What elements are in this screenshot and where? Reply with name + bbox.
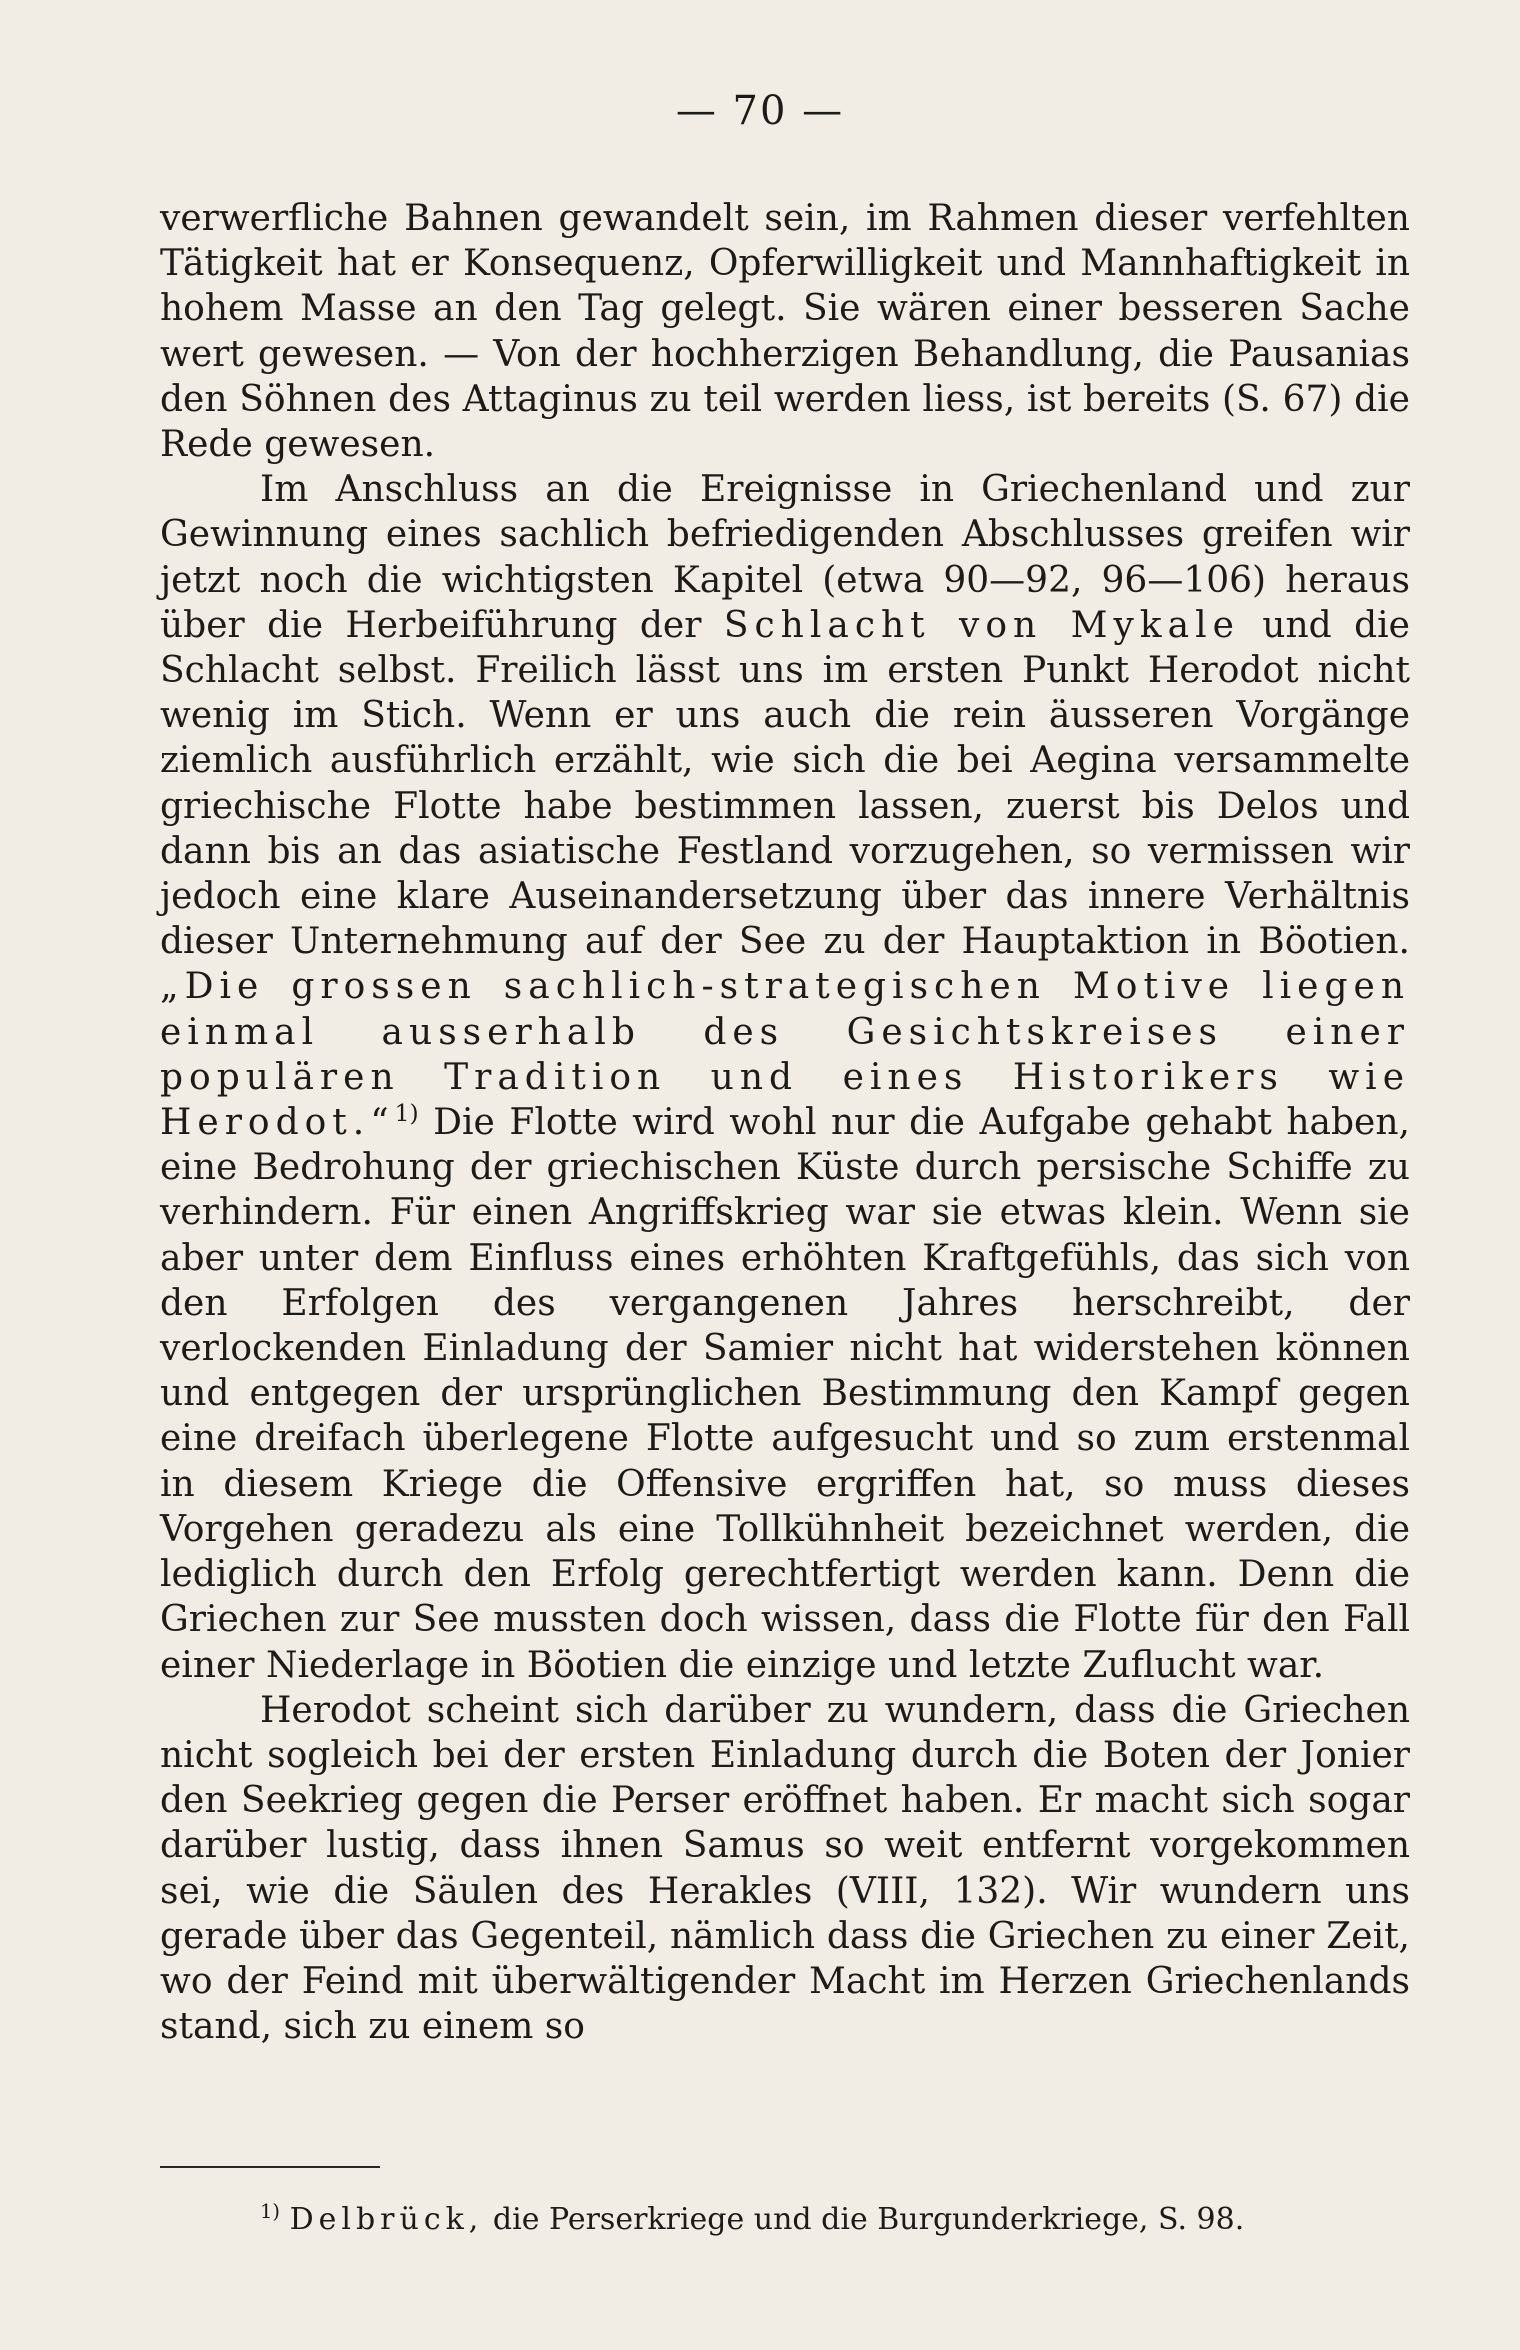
paragraph-1: verwerfliche Bahnen gewandelt sein, im Rahmen dieser verfehlten Tätigkeit hat er Konsequenz, Opferwilligkeit und Mannhaftigkeit in hohem Masse an den Tag gelegt. Sie wären einer besseren Sache wert gewesen. — Von der hochherzigen Behandlung, die Pausanias den Söhnen des Attaginus zu teil werden liess, ist bereits (S. 67) die Rede gewesen.	[160, 198, 1410, 466]
body-text	[160, 196, 1410, 2049]
delbrueck-quotation: „Die grossen sachlich-strategischen Motive liegen einmal ausserhalb des Gesichtskreises einer populären Tradition und eines Historikers wie Herodot.“	[160, 966, 1410, 1144]
footnote-text: die Perserkriege und die Burgunderkriege, S. 98.	[492, 2202, 1245, 2237]
footnote-separator	[160, 2166, 380, 2168]
paragraph-2-text-c: und die Schlacht selbst. Freilich lässt uns im ersten Punkt Herodot nicht wenig im Stich. Wenn er uns auch die rein äusseren Vorgänge ziemlich ausführlich erzählt, wie sich die bei Aegina versammelte griechische Flotte habe bestimmen lassen, zuerst bis Delos und dann bis an das asiatische Festland vorzugehen, so vermissen wir jedoch eine klare Auseinandersetzung über das innere Verhältnis dieser Unternehmung auf der See zu der Hauptaktion in Böotien.	[160, 604, 1410, 963]
paragraph-2	[160, 467, 1410, 1687]
paragraph-3: Herodot scheint sich darüber zu wundern, dass die Griechen nicht sogleich bei der ersten Einladung durch die Boten der Jonier den Seekrieg gegen die Perser eröffnet haben. Er macht sich sogar darüber lustig, dass ihnen Samus so weit entfernt vorgekommen sei, wie die Säulen des Herakles (VIII, 132). Wir wundern uns gerade über das Gegenteil, nämlich dass die Griechen zu einer Zeit, wo der Feind mit überwältigender Macht im Herzen Griechenlands stand, sich zu einem so	[160, 1689, 1410, 2048]
page-number: — 70 —	[675, 88, 845, 134]
footnote	[160, 2200, 1410, 2240]
paragraph-2-text-e: Die Flotte wird wohl nur die Aufgabe gehabt haben, eine Bedrohung der griechischen Küste durch persische Schiffe zu verhindern. Für einen Angriffskrieg war sie etwas klein. Wenn sie aber unter dem Einfluss eines erhöhten Kraftgefühls, das sich von den Erfolgen des vergangenen Jahres herschreibt, der verlockenden Einladung der Samier nicht hat widerstehen können und entgegen der ursprünglichen Bestimmung den Kampf gegen eine dreifach überlegene Flotte aufgesucht und so zum erstenmal in diesem Kriege die Offensive ergriffen hat, so muss dieses Vorgehen geradezu als eine Tollkühnheit bezeichnet werden, die lediglich durch den Erfolg gerechtfertigt werden kann. Denn die Griechen zur See mussten doch wissen, dass die Flotte für den Fall einer Niederlage in Böotien die einzige und letzte Zuflucht war.	[160, 1102, 1410, 1686]
paragraph-2-text-a: Im Anschluss an die Ereignisse in Griechenland und zur Gewinnung eines sachlich befriedigenden Abschlusses greifen wir jetzt noch die wichtigsten Kapitel (etwa 90—92, 96—106) heraus über die Herbeiführung der	[160, 469, 1410, 646]
emphasis-schlacht-von-mykale: Schlacht von Mykale	[723, 604, 1240, 646]
footnote-marker: 1)	[260, 2200, 281, 2223]
footnote-author: Delbrück,	[289, 2202, 484, 2237]
footnote-reference: 1)	[394, 1099, 419, 1128]
